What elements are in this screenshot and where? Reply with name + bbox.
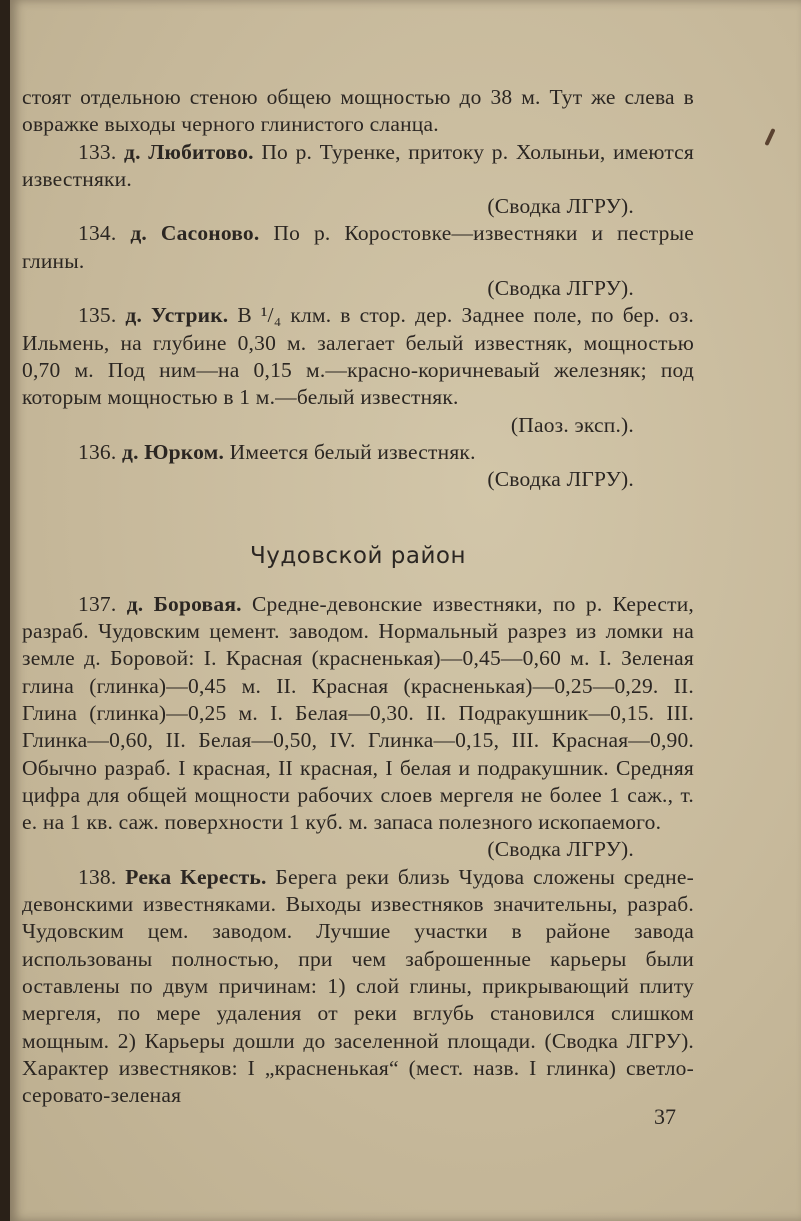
entry-137 [22, 591, 694, 837]
entry-title: д. Боровая. [126, 591, 242, 616]
section-heading: Чудовской район [249, 543, 467, 570]
entry-136 [22, 439, 694, 466]
continuation-paragraph: стоят отдельною стеною общею мощностью до 38 м. Тут же слева в овражке выходы черного глинистого сланца. [22, 85, 694, 137]
entry-number: 136. [78, 439, 117, 464]
book-page [10, 0, 801, 1221]
entry-number: 138. [78, 864, 117, 889]
entry-source: (Сводка ЛГРУ). [487, 837, 634, 862]
pencil-mark [764, 128, 775, 146]
entry-number: 137. [78, 591, 117, 616]
entry-135 [22, 302, 694, 411]
entry-138 [22, 864, 694, 1110]
entry-body: Имеется белый известняк. [229, 439, 476, 464]
entry-number: 133. [78, 139, 117, 164]
entry-source: (Сводка ЛГРУ). [487, 467, 634, 492]
entry-title: Река Keресть. [125, 864, 267, 889]
entry-body: В ¹/₄ клм. в стор. дер. Заднее поле, по бер. оз. Ильмень, на глубине 0,30 м. залегает белый известняк, мощностью 0,70 м. Под ним—на 0,15 м.—красно-коричневаый железняк; под которым мощностью в 1 м.—белый известняк. [22, 303, 695, 410]
entry-number: 134. [78, 221, 117, 246]
entry-source: (Сводка ЛГРУ). [487, 194, 634, 219]
entry-title: д. Любитово. [124, 139, 254, 164]
page-number: 37 [654, 1104, 676, 1129]
entry-number: 135. [78, 303, 117, 328]
entry-134 [22, 220, 694, 275]
page-text [22, 84, 694, 1109]
entry-133 [22, 139, 694, 194]
entry-body: Берега реки близь Чудова сложены средне-девонскими известняками. Выходы известняков значительны, разраб. Чудовским цем. заводом. Лучшие участки в районе завода использованы полностью, при чем заброшенные карьеры были оставлены по двум причинам: 1) слой глины, прикрывающий плиту мергеля, по мере удаления от реки вглубь становился слишком мощным. 2) Карьеры дошли до заселенной площади. (Сводка ЛГРУ). Характер известняков: I „красненькая“ (мест. назв. I глинка) светло-серовато-зеленая [22, 864, 694, 1108]
entry-source: (Сводка ЛГРУ). [487, 276, 634, 301]
entry-title: д. Сасоново. [130, 221, 260, 246]
entry-body: По р. Коростовке—известняки и пестрые глины. [22, 221, 694, 273]
entry-source: (Паоз. эксп.). [510, 412, 634, 437]
entry-body: По р. Туренке, притоку р. Холыньи, имеются известняки. [22, 139, 695, 191]
entry-body: Средне-девонские известняки, по р. Керести, разраб. Чудовским цемент. заводом. Нормальный разрез из ломки на земле д. Боровой: I. Красная (красненькая)—0,45—0,60 м. I. Зеленая глина (глинка)—0,45 м. II. Красная (красненькая)—0,25—0,29. II. Глина (глинка)—0,25 м. I. Белая—0,30. II. Подракушник—0,15. III. Глинка—0,60, II. Белая—0,50, IV. Глинка—0,15, III. Красная—0,90. Обычно разраб. I красная, II красная, I белая и подракушник. Средняя цифра для общей мощности рабочих слоев мергеля не более 1 саж., т. е. на 1 кв. саж. поверхности 1 куб. м. запаса полезного ископаемого. [22, 591, 694, 835]
entry-title: д. Юрком. [122, 439, 225, 464]
entry-title: д. Устрик. [125, 303, 229, 328]
